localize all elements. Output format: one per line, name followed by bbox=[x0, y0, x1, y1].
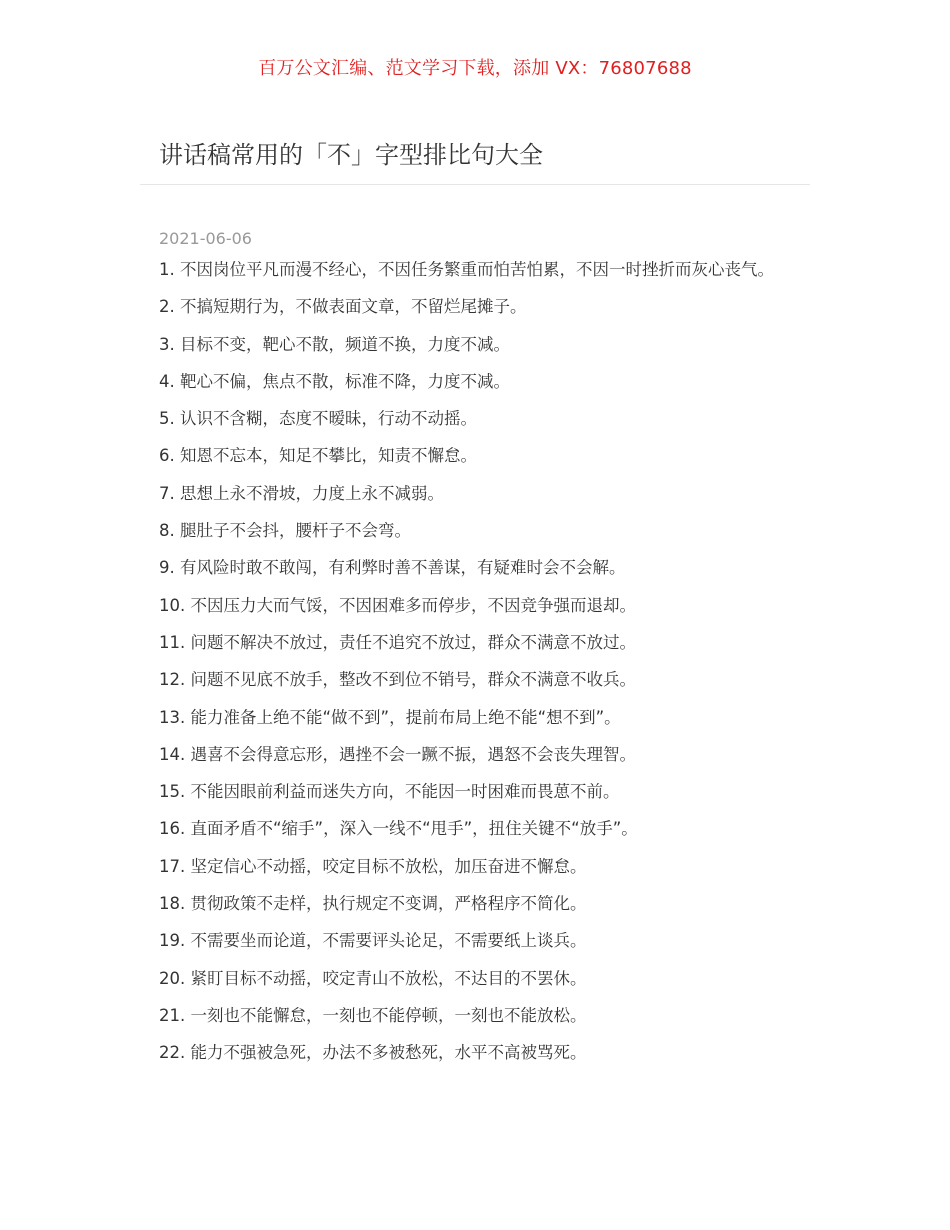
promo-banner: 百万公文汇编、范文学习下载，添加 VX：76807688 bbox=[258, 58, 692, 79]
list-item: 6. 知恩不忘本，知足不攀比，知责不懈怠。 bbox=[159, 446, 477, 466]
list-item: 17. 坚定信心不动摇，咬定目标不放松，加压奋进不懈怠。 bbox=[159, 856, 587, 876]
list-item: 1. 不因岗位平凡而漫不经心，不因任务繁重而怕苦怕累，不因一时挫折而灰心丧气。 bbox=[159, 260, 774, 279]
list-item: 18. 贯彻政策不走样，执行规定不变调，严格程序不简化。 bbox=[159, 894, 587, 914]
list-item: 15. 不能因眼前利益而迷失方向，不能因一时困难而畏葸不前。 bbox=[159, 782, 620, 802]
list-item: 13. 能力准备上绝不能“做不到”，提前布局上绝不能“想不到”。 bbox=[159, 707, 621, 727]
list-item: 16. 直面矛盾不“缩手”，深入一线不“甩手”，扭住关键不“放手”。 bbox=[159, 819, 638, 839]
article-date: 2021-06-06 bbox=[159, 229, 252, 248]
list-item: 19. 不需要坐而论道，不需要评头论足，不需要纸上谈兵。 bbox=[159, 931, 587, 951]
list-item: 2. 不搞短期行为，不做表面文章，不留烂尾摊子。 bbox=[159, 297, 527, 317]
article-title: 讲话稿常用的「不」字型排比句大全 bbox=[159, 141, 543, 169]
list-item: 11. 问题不解决不放过，责任不追究不放过，群众不满意不放过。 bbox=[159, 632, 636, 652]
title-divider bbox=[140, 184, 810, 185]
list-item: 4. 靶心不偏，焦点不散，标准不降，力度不减。 bbox=[159, 371, 510, 391]
list-item: 8. 腿肚子不会抖，腰杆子不会弯。 bbox=[159, 521, 411, 541]
list-item: 14. 遇喜不会得意忘形，遇挫不会一蹶不振，遇怒不会丧失理智。 bbox=[159, 744, 636, 764]
list-item: 5. 认识不含糊，态度不暧昧，行动不动摇。 bbox=[159, 409, 477, 429]
list-item: 22. 能力不强被急死，办法不多被愁死，水平不高被骂死。 bbox=[159, 1043, 587, 1063]
sentence-list bbox=[159, 255, 799, 1076]
list-item: 12. 问题不见底不放手，整改不到位不销号，群众不满意不收兵。 bbox=[159, 670, 636, 690]
list-item: 7. 思想上永不滑坡，力度上永不减弱。 bbox=[159, 483, 444, 503]
list-item: 10. 不因压力大而气馁，不因困难多而停步，不因竞争强而退却。 bbox=[159, 595, 636, 615]
list-item: 3. 目标不变，靶心不散，频道不换，力度不减。 bbox=[159, 334, 510, 354]
list-item: 20. 紧盯目标不动摇，咬定青山不放松，不达目的不罢休。 bbox=[159, 968, 587, 988]
list-item: 21. 一刻也不能懈怠，一刻也不能停顿，一刻也不能放松。 bbox=[159, 1005, 587, 1025]
list-item: 9. 有风险时敢不敢闯，有利弊时善不善谋，有疑难时会不会解。 bbox=[159, 558, 626, 578]
